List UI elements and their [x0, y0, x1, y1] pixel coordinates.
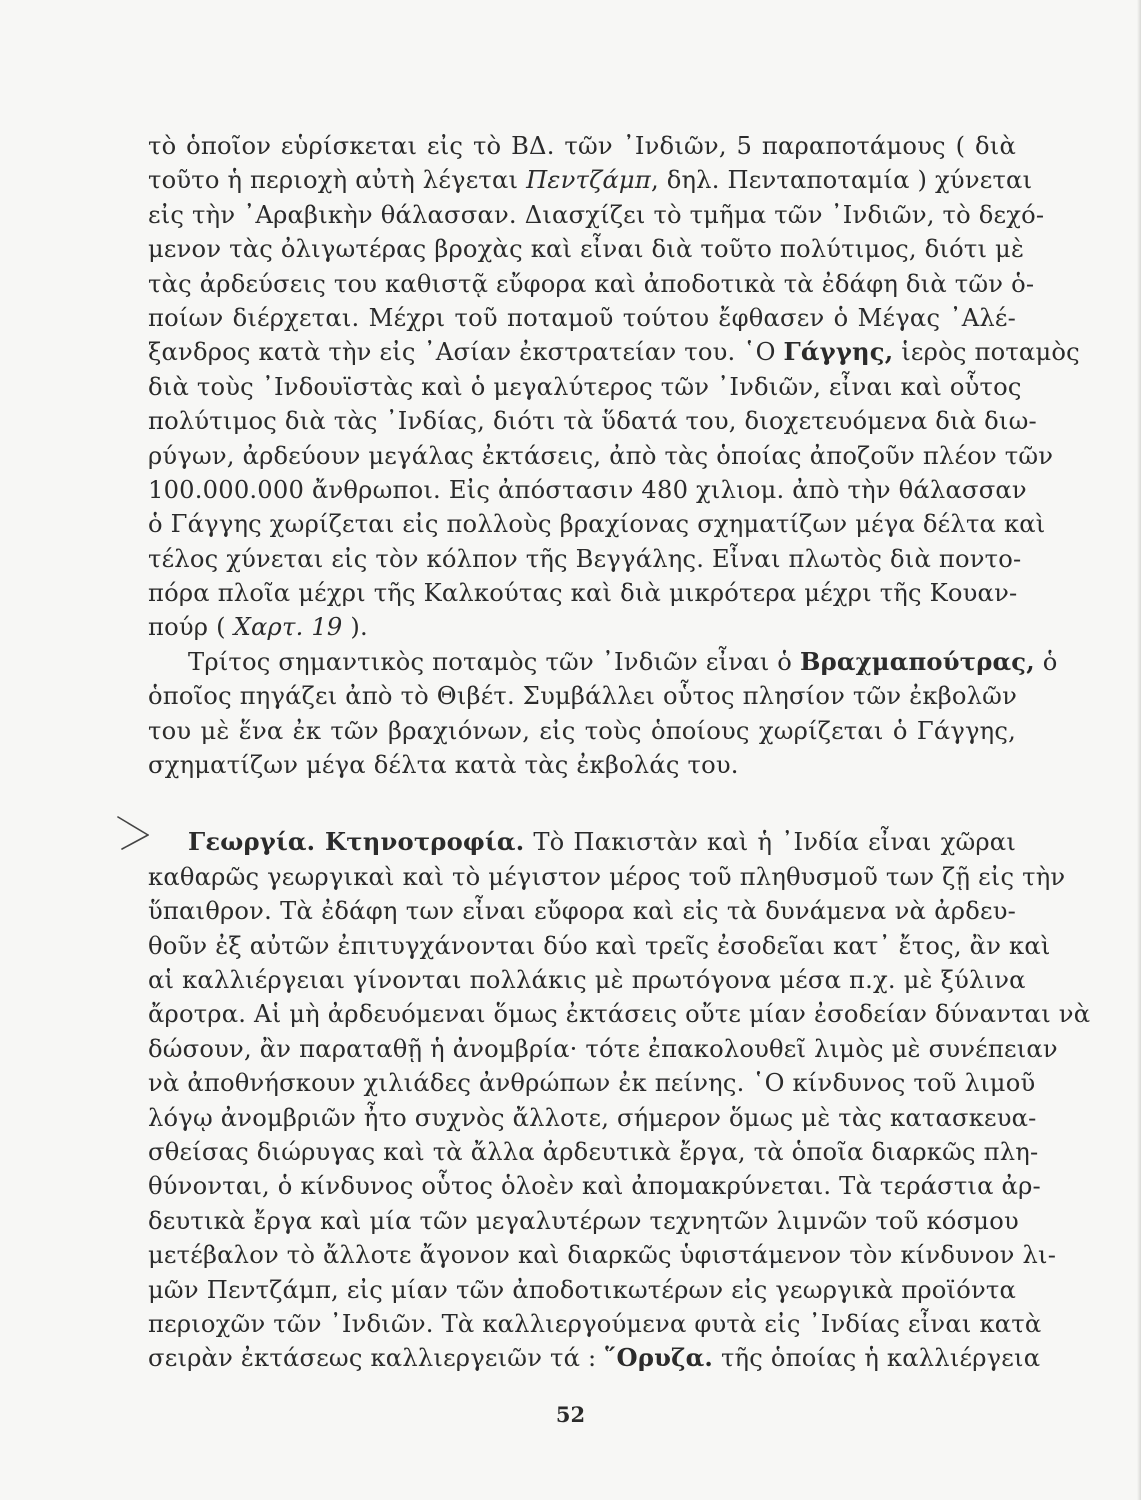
text-line [148, 473, 1027, 507]
text-run: μῶν Πεντζάμπ, εἰς μίαν τῶν ἀποδοτικωτέρων εἰς γεωργικὰ προϊόντα [148, 1275, 1016, 1304]
text-line [148, 894, 1016, 928]
bold-term: Γάγγης, [783, 337, 894, 367]
text-run: δευτικὰ ἔργα καὶ μία τῶν μεγαλυτέρων τεχνητῶν λιμνῶν τοῦ κόσμου [148, 1206, 1019, 1235]
text-run: ). [342, 613, 368, 642]
text-run: διὰ τοὺς ᾿Ινδουϊστὰς καὶ ὁ μεγαλύτερος τῶν ᾿Ινδιῶν, εἶναι καὶ οὗτος [148, 372, 1022, 401]
text-line [148, 610, 1016, 644]
text-run: ὁ [1034, 647, 1058, 676]
bold-term: Γεωργία. Κτηνοτροφία. [188, 827, 525, 857]
text-line [148, 963, 1026, 997]
text-line [148, 929, 1051, 963]
text-line [148, 748, 1016, 782]
text-line [148, 542, 1022, 576]
body-text [148, 129, 1091, 1376]
text-line [148, 1169, 1041, 1203]
text-line [148, 198, 1045, 232]
text-run: τοῦτο ἡ περιοχὴ αὐτὴ λέγεται [148, 166, 527, 195]
text-line [148, 1307, 1042, 1341]
bold-term: Βραχμαπούτρας, [799, 646, 1035, 676]
text-line [148, 301, 1016, 335]
paragraph-brahmaputra [148, 645, 1058, 783]
text-line [148, 1066, 1036, 1100]
text-run: αἱ καλλιέργειαι γίνονται πολλάκις μὲ πρωτόγονα μέσα π.χ. μὲ ξύλινα [148, 965, 1026, 994]
text-run: καθαρῶς γεωργικαὶ καὶ τὸ μέγιστον μέρος τοῦ πληθυσμοῦ των ζῇ εἰς τὴν [148, 862, 1066, 891]
text-run: ἱερὸς ποταμὸς [893, 338, 1080, 367]
text-line [148, 163, 1033, 197]
text-run: νὰ ἀποθνήσκουν χιλιάδες ἀνθρώπων ἐκ πείνης. ῾Ο κίνδυνος τοῦ λιμοῦ [148, 1069, 1036, 1098]
text-run: λόγῳ ἀνομβριῶν ἦτο συχνὸς ἄλλοτε, σήμερον ὅμως μὲ τὰς κατασκευα- [148, 1103, 1037, 1132]
text-run: θοῦν ἐξ αὐτῶν ἐπιτυγχάνονται δύο καὶ τρεῖς ἐσοδεῖαι κατ᾿ ἔτος, ἂν καὶ [148, 931, 1051, 960]
text-run: μετέβαλον τὸ ἄλλοτε ἄγονον καὶ διαρκῶς ὑφιστάμενον τὸν κίνδυνον λι- [148, 1241, 1057, 1270]
text-line [148, 1238, 1057, 1272]
paragraph-agriculture [148, 825, 1091, 1375]
text-run: τέλος χύνεται εἰς τὸν κόλπον τῆς Βεγγάλης. Εἶναι πλωτὸς διὰ ποντο- [148, 544, 1022, 573]
text-line [148, 129, 1016, 163]
text-line [148, 370, 1022, 404]
text-line [148, 1204, 1019, 1238]
text-line [148, 1032, 1058, 1066]
text-run: περιοχῶν τῶν ᾿Ινδιῶν. Τὰ καλλιεργούμενα φυτὰ εἰς ᾿Ινδίας εἶναι κατὰ [148, 1309, 1042, 1338]
text-run: 100.000.000 ἄνθρωποι. Εἰς ἀπόστασιν 480 χιλιομ. ἀπὸ τὴν θάλασσαν [148, 475, 1027, 504]
text-line [148, 714, 1016, 748]
text-run: ξανδρος κατὰ τὴν εἰς ᾿Ασίαν ἐκστρατείαν του. ῾Ο [148, 338, 784, 367]
text-run: τὰς ἀρδεύσεις του καθιστᾷ εὔφορα καὶ ἀποδοτικὰ τὰ ἐδάφη διὰ τῶν ὁ- [148, 269, 1035, 298]
paragraph-rivers-indus-ganges [148, 129, 1080, 645]
text-run: σθείσας διώρυγας καὶ τὰ ἄλλα ἀρδευτικὰ ἔργα, τὰ ὁποῖα διαρκῶς πλη- [148, 1137, 1039, 1166]
text-run: Τρίτος σημαντικὸς ποταμὸς τῶν ᾿Ινδιῶν εἶναι ὁ [188, 647, 800, 676]
text-line [148, 1341, 1041, 1375]
text-run: ρύγων, ἀρδεύουν μεγάλας ἐκτάσεις, ἀπὸ τὰς ὁποίας ἀποζοῦν πλέον τῶν [148, 441, 1054, 470]
page-edge-shadow [1137, 0, 1141, 1500]
handwritten-margin-mark-icon [108, 815, 158, 857]
text-run: εἰς τὴν ᾿Αραβικὴν θάλασσαν. Διασχίζει τὸ τμῆμα τῶν ᾿Ινδιῶν, τὸ δεχό- [148, 200, 1045, 229]
text-run: ὁ Γάγγης χωρίζεται εἰς πολλοὺς βραχίονας σχηματίζων μέγα δέλτα καὶ [148, 510, 1046, 539]
text-line [148, 576, 1016, 610]
text-line [148, 825, 1016, 859]
text-line [148, 507, 1046, 541]
text-run: του μὲ ἕνα ἐκ τῶν βραχιόνων, εἰς τοὺς ὁποίους χωρίζεται ὁ Γάγγης, [148, 716, 1016, 745]
italic-term: Χαρτ. 19 [233, 613, 343, 642]
text-line [148, 997, 1091, 1031]
bold-term: ῞Ορυζα. [604, 1343, 714, 1373]
text-run: τῆς ὁποίας ἡ καλλιέργεια [713, 1344, 1041, 1373]
text-run: ποίων διέρχεται. Μέχρι τοῦ ποταμοῦ τούτου ἔφθασεν ὁ Μέγας ᾿Αλέ- [148, 303, 1016, 332]
text-line [148, 860, 1066, 894]
text-line [148, 439, 1054, 473]
text-run: πούρ ( [148, 613, 234, 642]
text-run: δώσουν, ἂν παραταθῇ ἡ ἀνομβρία· τότε ἐπακολουθεῖ λιμὸς μὲ συνέπειαν [148, 1034, 1058, 1063]
text-run: σειρὰν ἐκτάσεως καλλιεργειῶν τά : [148, 1344, 605, 1373]
italic-term: Πεντζάμπ [526, 166, 651, 195]
text-run: Τὸ Πακιστὰν καὶ ἡ ᾿Ινδία εἶναι χῶραι [524, 828, 1017, 857]
text-line [148, 267, 1035, 301]
text-line [148, 1273, 1016, 1307]
text-run: ἄροτρα. Αἱ μὴ ἀρδευόμεναι ὅμως ἐκτάσεις οὔτε μίαν ἐσοδείαν δύνανται νὰ [148, 1000, 1091, 1029]
page-number: 52 [555, 1402, 586, 1427]
text-line [148, 1135, 1039, 1169]
text-line [148, 679, 1016, 713]
section-gap [148, 782, 1016, 825]
text-line [148, 232, 1025, 266]
text-run: θύνονται, ὁ κίνδυνος οὗτος ὁλοὲν καὶ ἀπομακρύνεται. Τὰ τεράστια ἀρ- [148, 1172, 1041, 1201]
text-run: , δηλ. Πενταποταμία ) χύνεται [650, 166, 1033, 195]
text-run: ὕπαιθρον. Τὰ ἐδάφη των εἶναι εὔφορα καὶ εἰς τὰ δυνάμενα νὰ ἀρδευ- [148, 897, 1016, 926]
text-run: πολύτιμος διὰ τὰς ᾿Ινδίας, διότι τὰ ὕδατά του, διοχετευόμενα διὰ διω- [148, 407, 1037, 436]
text-run: πόρα πλοῖα μέχρι τῆς Καλκούτας καὶ διὰ μικρότερα μέχρι τῆς Κουαν- [148, 579, 1018, 608]
text-run: ὁποῖος πηγάζει ἀπὸ τὸ Θιβέτ. Συμβάλλει οὗτος πλησίον τῶν ἐκβολῶν [148, 682, 1017, 711]
text-line [148, 404, 1037, 438]
text-line [148, 1101, 1037, 1135]
text-line [148, 335, 1080, 369]
text-run: σχηματίζων μέγα δέλτα κατὰ τὰς ἐκβολάς του. [148, 751, 739, 780]
text-run: τὸ ὁποῖον εὑρίσκεται εἰς τὸ ΒΔ. τῶν ᾿Ινδιῶν, 5 παραποτάμους ( διὰ [148, 132, 1016, 160]
text-line [148, 645, 1058, 679]
text-run: μενον τὰς ὀλιγωτέρας βροχὰς καὶ εἶναι διὰ τοῦτο πολύτιμος, διότι μὲ [148, 235, 1025, 264]
